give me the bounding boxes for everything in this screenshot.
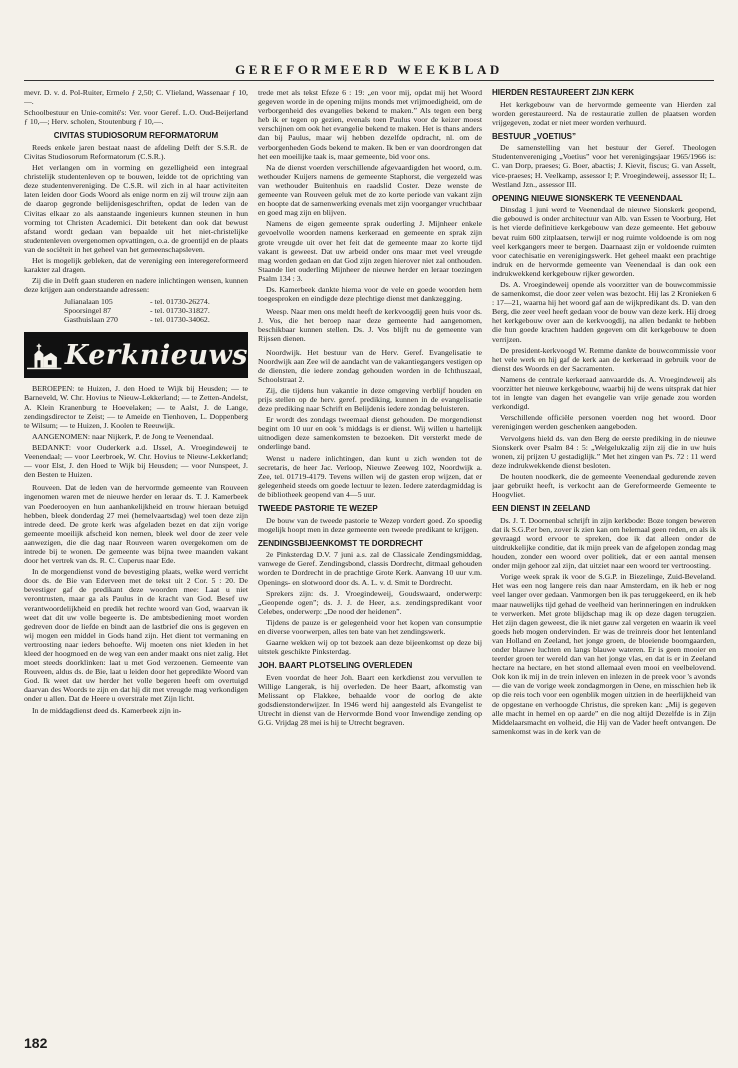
sionskerk-paragraph: Ds. A. Vroegindeweij opende als voorzitter van de bouwcommissie de samenkomst, die door zeer velen was bezocht. Hij las 2 Kronieken 6 : 17—21, waarna hij het woord gaf aan de wijkpredikant ds. D. van den Berg, die zeer veel heeft gedaan voor de bouw van deze kerk. Hij droeg het kerkgebouw over aan de kerkvoogdij, na allen bedankt te hebben die hun goede krachten hadden gegeven om dit kerkgebouw te doen verrijzen. (492, 280, 716, 344)
civitas-paragraph: Het verlangen om in vorming en gezelligheid een integraal christelijk studentenleven op te bouwen, leidde tot de oprichting van deze studentenvereniging. De C.S.R. wil zich in al haar activiteiten laten leiden door Gods Woord als enige norm en zij wil trouw zijn aan de daarop gegronde belijdenisgeschriften, opdat de leden van de Civitas elkaar zo als aanstaande ingenieurs kunnen steunen in hun vorming tot Christen Academici. Dit betekent dan ook dat bewust afstand wordt gedaan van bepaalde uit het niet-christelijke studentenleven overgenomen opvattingen, o.a. de groentijd en de plaats van de sociëteit in het geheel van het gemeenschapsleven. (24, 163, 248, 254)
civitas-heading: CIVITAS STUDIOSORUM REFORMATORUM (53, 131, 219, 141)
hierden-heading: HIERDEN RESTAUREERT ZIJN KERK (492, 88, 635, 97)
sionskerk-heading: OPENING NIEUWE SIONSKERK TE VEENENDAAL (492, 193, 683, 203)
column-left (24, 88, 248, 1028)
sionskerk-paragraph: De president-kerkvoogd W. Remme dankte de bouwcommissie voor het vele werk en hij gaf de kerk aan de kerkeraad in gebruik voor de dienst des Woords en der Sacramenten. (492, 345, 716, 373)
rouveen-paragraph: In de morgendienst vond de bevestiging plaats, welke werd verricht door ds. de Bie van Ederveen met de tekst uit 2 Cor. 5 : 20. De bevestiger gaf de predikant deze woorden mee: Laat u niet verontrusten, maar ga als Paulus in de kracht van God. Besef uw verantwoordelijkheid en predik het rechte woord van God, waarvan ik weet dat dit uw volle begeerte is. De ambtsbediening moet worden gedreven door de liefde en bindt aan de lastbrief die ons is gegeven en wij mogen een middel in Gods hand zijn. Het dient tot vermaning en vertroosting naar ieders behoefte. Wij moeten ons niet kleden in het kleed der hoogmoed en de weg van een ander maakt ons niet zalig. Het moet steeds doorklinken: laat u met God verzoenen. Gemeente van Rouveen, aldus ds. de Bie, laat u leiden door het gepredikte Woord van God. Ik weet dat uw herder het volle begeren heeft om overtuigd daarvan des Woords te zijn en dat hij dit met vreugde mag verkondigen onder u allen. Dat de Heere u overstrale met Zijn licht. (24, 567, 248, 704)
baart-paragraph: Even voordat de heer Joh. Baart een kerkdienst zou vervullen te Willige Langerak, is hij overleden. De heer Baart, afkomstig van Melissant op Flakkee, behaalde voor de oorlog de akte godsdienstonderwijzer. In 1946 werd hij aangesteld als Evangelist te Utrecht in dienst van de Hervormde Bond voor Inwendige zending op G.G. Vrijdag 28 mei is hij te Utrecht begraven. (258, 672, 482, 728)
publication-title: GEREFORMEERD WEEKBLAD (235, 62, 503, 77)
zeeland-heading: EEN DIENST IN ZEELAND (492, 504, 591, 514)
church-icon (24, 332, 63, 378)
intrede-paragraph: trede met als tekst Efeze 6 : 19: „en voor mij, opdat mij het Woord gegeven worde in de opening mijns monds met vrijmoedigheid, om de verborgenheid des evangelies bekend te maken.” Als tegen een berg heb ik er tegen op gezien, evenals toen Paulus voor de keizer moest verschijnen om ook het evangelie bekend te maken. Het is thans anders dan bij Paulus, maar wij hebben dezelfde opdracht, nl. om de verborgenheden Gods bekend te maken. Ik ben er van doordrongen dat het een moeilijke taak is, maar gemeente, bid voor ons. (258, 88, 482, 161)
donation-list: mevr. D. v. d. Pol-Ruiter, Ermelo ƒ 2,50; C. Vlieland, Wassenaar ƒ 10,—. (24, 88, 248, 107)
noordwijk-paragraph: Er wordt des zondags tweemaal dienst gehouden. De morgendienst begint om 10 uur en ook 's middags is er dienst. Wij willen u hartelijk uitnodigen deze samenkomsten te bezoeken. Dit versterkt mede de onderlinge band. (258, 415, 482, 452)
address-street: Spoorsingel 87 (64, 306, 111, 316)
zeeland-paragraph: Ds. J. T. Doornenbal schrijft in zijn kerkbode: Boze tongen beweren dat ik S.G.P.er ben, zover ik zien kan om helemaal geen reden, en als ik gevraagd word ervoor te spreken, doe ik dat alleen onder de uitdrukkelijke conditie, dat ik mijn preek van de afgelopen zondag mag houden, zonder een woord over politiek, dat er een aantal mensen onder mijn gehoor zal zijn, dat uitziet naar een woord ter vertroosting. (492, 515, 716, 571)
hierden-paragraph: Het kerkgebouw van de hervormde gemeente van Hierden zal worden gerestaureerd. Na de restauratie zullen de plaatsen worden vrijgegeven, zodat er niet meer worden verhuurd. (492, 99, 716, 127)
pastorie-heading: TWEEDE PASTORIE TE WEZEP (258, 504, 378, 514)
page-number: 182 (24, 1035, 48, 1051)
address-phone: - tel. 01730-26274. (150, 297, 210, 307)
address-list (64, 297, 248, 324)
zending-heading: ZENDINGSBIJEENKOMST TE DORDRECHT (258, 538, 423, 548)
voetius-heading: BESTUUR „VOETIUS” (492, 131, 577, 141)
header-rule (24, 80, 714, 81)
address-row (64, 297, 248, 306)
beroepen-text: BEROEPEN: te Huizen, J. den Hoed te Wijk bij Heusden; — te Barneveld, W. Chr. Hovius te Nieuw-Lekkerland; — te Zetten-Andelst, A. Klein Kranenburg te Hoevelaken; — te Aalst, J. de Lange, zendingsdirector te Zeist; — te Ameide en Tienhoven, L. Doppenberg te Wilsum; — te Huizen, J. Koolen te Reeuwijk. (24, 384, 248, 430)
intrede-paragraph: Ds. Kamerbeek dankte hierna voor de vele en goede woorden hem toegesproken en eindigde deze plechtige dienst met dankzegging. (258, 284, 482, 304)
aangenomen-text: AANGENOMEN: naar Nijkerk, P. de Jong te Veenendaal. (32, 431, 214, 441)
civitas-paragraph: Het is mogelijk gebleken, dat de vereniging een interegereformeerd karakter zal dragen. (24, 256, 248, 275)
donation-schools: Schoolbestuur en Unie-comité's: Ver. voor Geref. L.O. Oud-Beijerland ƒ 10,—; Herv. scholen, Stoutenburg ƒ 10,—. (24, 108, 248, 127)
rouveen-paragraph: In de middagdienst deed ds. Kamerbeek zijn in- (32, 705, 182, 715)
column-right (492, 88, 716, 1028)
sionskerk-paragraph: Vervolgens hield ds. van den Berg de eerste prediking in de nieuwe Sionskerk over Psalm 84 : 5: „Welgelukzalig zijn zij die in uw huis wonen, zij prijzen U gestadiglijk.” Met het zingen van Ps. 72 : 11 werd deze indrukwekkende dienst besloten. (492, 433, 716, 470)
sionskerk-paragraph: Namens de centrale kerkeraad aanvaardde ds. A. Vroegindeweij als voorzitter het nieuwe kerkgebouw, waarbij hij de wens uitsprak dat hier tot in lengte van dagen het evangelie van vrije genade zou worden verkondigd. (492, 374, 716, 412)
pastorie-paragraph: De bouw van de tweede pastorie te Wezep vordert goed. Zo spoedig mogelijk hoopt men in deze gemeente een tweede predikant te krijgen. (258, 515, 482, 534)
column-middle (258, 88, 482, 1028)
address-street: Julianalaan 105 (64, 297, 113, 307)
address-row (64, 306, 248, 315)
kerknieuws-title: Kerknieuws (64, 339, 248, 371)
sionskerk-paragraph: Verschillende officiële personen voerden nog het woord. Door verenigingen werden geschenken aangeboden. (492, 413, 716, 432)
voetius-paragraph: De samenstelling van het bestuur der Geref. Theologen Studentenvereniging „Voetius” voor het verenigingsjaar 1965/1966 is: C. van Dorp, praeses; G. Boer, abactis; J. Kievit, fiscus; G. van Asselt, vice-praeses; H. Veelkamp, assessor I; P. Vroegindeweij, assessor II; L. Westland Jzn., assessor III. (492, 143, 716, 189)
noordwijk-paragraph: Zij, die tijdens hun vakantie in deze omgeving verblijf houden en prijs stellen op de herv. geref. prediking, kunnen in de evangelisatie deze prediking naar Schrift en Belijdenis iedere zondag beluisteren. (258, 385, 482, 414)
zeeland-paragraph: Vorige week sprak ik voor de S.G.P. in Biezelinge, Zuid-Beveland. Het was een nog langere reis dan naar Amsterdam, en ik heb er nog veel langer over gedaan. Vanmorgen ben ik pas teruggekeerd, en ik heb maar nauwelijks tijd gehad de veelheid van herinneringen en indrukken te verwerken. Met grote blijdschap mag ik op deze dagen terugzien. Het zijn dagen geweest, die ik niet gauw zal vergeten en waarin ik veel goeds heb mogen ondervinden. Er was de treinreis door het lentenland van Holland en Zeeland, het jonge groen, de bloeiende boomgaarden, onder blauwe luchten en langs blauwe wateren. Er is geen mooier en teerder groen ter wereld dan van het jonge vlas, en dat is er in Zeeland hectare na hectare, en het stond allemaal even mooi en veelbelovend. Ook kon ik mij in de trein inleven en inlezen in de preek voor 's avonds — die van de vorige week zondagmorgen in Oene, en misschien heb ik op die reis toch voor een ogenblik mogen uitzien in de heerlijkheid van de opgestane en verhoogde Christus, die spreken kan: „Mij is gegeven alle macht in hemel en op aarde” en die nog altijd Dezelfde is in Zijn Middelaarsmacht en volheid, die Hij van de Vader heeft ontvangen. De samenkomst was in de kerk van de (492, 572, 716, 736)
civitas-paragraph: Reeds enkele jaren bestaat naast de afdeling Delft der S.S.R. de Civitas Studiosorum Reformatorum (C.S.R.). (24, 142, 248, 161)
zending-paragraph: Tijdens de pauze is er gelegenheid voor het kopen van consumptie en diverse voorwerpen, alles ten bate van het zendingswerk. (258, 617, 482, 636)
intrede-paragraph: Na de dienst voerden verschillende afgevaardigden het woord, o.m. wethouder Kuijers namens de gemeente Staphorst, die vergezeld was van wethouder Buitenhuis en raadslid Coster. Deze wenste de gemeente van Rouveen geluk met de zo korte periode van vakant zijn en hoopte dat de samenwerking evenals met zijn voorganger vruchtbaar en goed mag zijn en blijven. (258, 162, 482, 218)
intrede-paragraph: Namens de eigen gemeente sprak ouderling J. Mijnheer enkele gevoelvolle woorden namens kerkeraad en gemeente en sprak zijn grote vreugde uit over het feit dat de gemeente maar zo korte tijd vakant is geweest. Dat uw arbeid onder ons maar met veel vreugde mag worden gedaan en dat God zijn zegen hierover niet zal onthouden. Staande liet ouderling Mijnheer de nieuwe herder en leraar toezingen Psalm 134 : 3. (258, 219, 482, 283)
kerknieuws-banner (24, 332, 248, 378)
address-phone: - tel. 01730-31827. (150, 306, 210, 316)
article-columns (24, 88, 716, 1028)
zending-paragraph: Sprekers zijn: ds. J. Vroegindeweij, Goudswaard, onderwerp: „Geopende ogen”; ds. J. J. de Heer, a.s. zendingspredikant voor Celebes, onderwerp: „De nood der heidenen”. (258, 588, 482, 616)
noordwijk-paragraph: Noordwijk. Het bestuur van de Herv. Geref. Evangelisatie te Noordwijk aan Zee wil de aandacht van de vakantiegangers vestigen op de diensten, die iedere zondag gehouden worden in de Ichthuszaal, Schoolstraat 2. (258, 347, 482, 384)
noordwijk-paragraph: Wenst u nadere inlichtingen, dan kunt u zich wenden tot de secretaris, de heer Jac. Verloop, Nieuwe Zeeweg 102, Noordwijk a. Zee, tel. 01719-4179. Tevens willen wij de gasten erop wijzen, dat er gelegenheid steeds om goede lectuur te lezen. Iedere zaterdagmiddag is de bibliotheek geopend van 4—5 uur. (258, 453, 482, 499)
address-row (64, 315, 248, 324)
zending-paragraph: Gaarne wekken wij op tot bezoek aan deze bijeenkomst op deze bij uitstek geschikte Pinksterdag. (258, 638, 482, 657)
civitas-paragraph: Zij die in Delft gaan studeren en nadere inlichtingen wensen, kunnen deze krijgen aan onderstaande adressen: (24, 276, 248, 295)
weesp-paragraph: Weesp. Naar men ons meldt heeft de kerkvoogdij geen huis voor ds. J. Vos, die het beroep naar deze gemeente had aangenomen, beschikbaar kunnen stellen. Ds. J. Vos blijft nu de gemeente van Rijssen dienen. (258, 307, 482, 344)
address-phone: - tel. 01730-34062. (150, 315, 210, 325)
sionskerk-paragraph: Dinsdag 1 juni werd te Veenendaal de nieuwe Sionskerk geopend, die gebouwd is onder architectuur van Alb. van Essen te Voorburg. Het is het vierde definitieve kerkgebouw van deze gemeente. Het gebouw bevat ruim 600 zitplaatsen, terwijl er nog ruimte voldoende is om nog veel kerkgangers meer te bergen. Daarnaast zijn er voldoende ruimten voor catechisatie en verenigingswerk. Het geheel maakt een prachtige indruk en de hervormde gemeente van Veenendaal is dan ook een indrukwekkend kerkgebouw rijker geworden. (492, 205, 716, 278)
sionskerk-paragraph: De houten noodkerk, die de gemeente Veenendaal gedurende zeven jaar gebruikt heeft, is verkocht aan de Gereformeerde Gemeente te Hoogvliet. (492, 471, 716, 500)
bedankt-text: BEDANKT: voor Ouderkerk a.d. IJssel, A. Vroegindeweij te Veenendaal; — voor Leerbroek, W. Chr. Hovius te Nieuw-Lekkerland; — voor Elst, J. den Hoed te Wijk bij Heusden; — voor Nunspeet, J. den Besten te Huizen. (24, 442, 248, 480)
baart-heading: JOH. BAART PLOTSELING OVERLEDEN (258, 661, 413, 671)
page-header (0, 0, 738, 90)
address-street: Gasthuislaan 270 (64, 315, 118, 325)
rouveen-paragraph: Rouveen. Dat de leden van de hervormde gemeente van Rouveen ingenomen waren met de nieuwe herder en leraar ds. T. J. Kamerbeek van Poederooyen en hun aanhankelijkheid en trouw hieraan betuigd hebben, bleek donderdag 27 mei (hemelvaartsdag) wel toen deze zijn intrede deed. De grote kerk was afgeladen bezet en dat zijn vorige gemeente moeilijk afscheid kon nemen, bleek wel door de zeer vele aanwezigen, die die dag naar Rouveen waren overgekomen om de intrede bij te wonen. De gemeente was bijna twee maanden vakant door het vertrek van ds. R. C. Cuperus naar Ede. (24, 483, 248, 566)
zending-paragraph: 2e Pinksterdag D.V. 7 juni a.s. zal de Classicale Zendingsmiddag, vanwege de Geref. Zendingsbond, classis Dordrecht, ditmaal gehouden worden te Dordrecht in de prachtige Grote Kerk. Aanvang 10 uur v.m. Openings- en slotwoord door ds. A. L. v. d. Smit te Dordrecht. (258, 550, 482, 587)
